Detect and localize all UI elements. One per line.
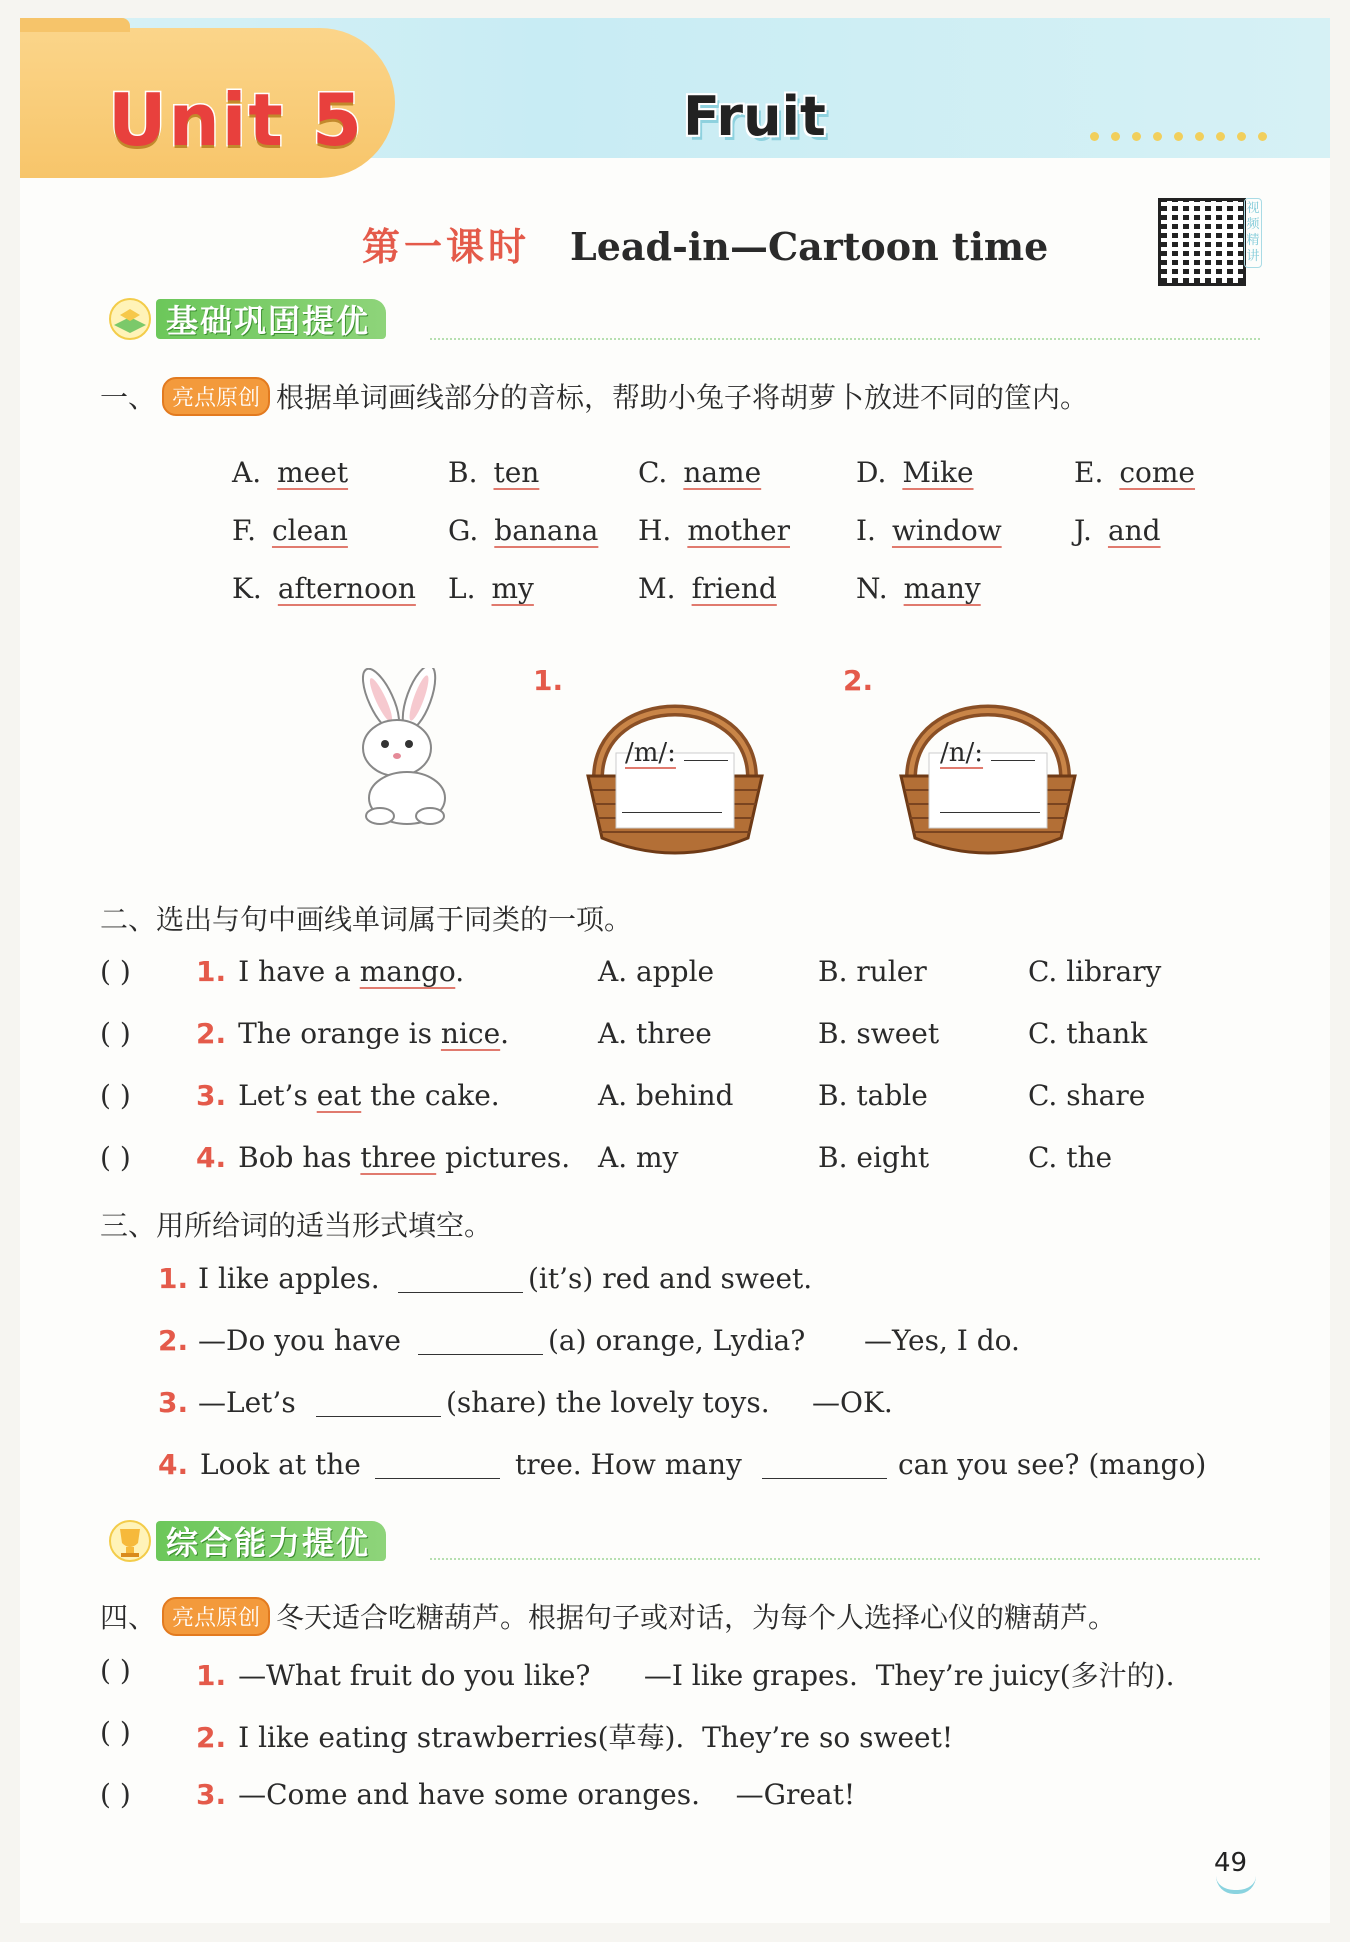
- question-number: 4.: [158, 1448, 189, 1481]
- option-letter: C.: [638, 456, 668, 489]
- question-body: —What fruit do you like? —I like grapes. They’re juicy(多汁的).: [238, 1659, 1175, 1692]
- basket-1-phonetic: /m/:: [625, 738, 728, 768]
- option-letter: E.: [1074, 456, 1104, 489]
- question-number: 1.: [158, 1262, 189, 1295]
- word-option: [856, 514, 1002, 547]
- answer-bracket[interactable]: ( ): [100, 1654, 131, 1687]
- section-banner-basic: [104, 298, 386, 340]
- decorative-dots: [1090, 132, 1267, 141]
- lesson-title: [362, 216, 1048, 271]
- answer-blank[interactable]: [316, 1416, 441, 1417]
- option-word: afternoon: [277, 572, 416, 605]
- word-option: [232, 514, 348, 547]
- option-letter: B.: [448, 456, 478, 489]
- question-number: 1.: [196, 1659, 227, 1692]
- question-number: 1.: [196, 955, 227, 988]
- option-word: clean: [271, 514, 348, 547]
- basket-2-answer-line[interactable]: [940, 812, 1040, 813]
- question-number: 3.: [196, 1778, 227, 1811]
- underlined-word: nice: [440, 1017, 501, 1050]
- question-pre: The orange is: [238, 1017, 441, 1050]
- divider: [430, 338, 1260, 340]
- basket-1-answer-line[interactable]: [622, 812, 722, 813]
- section-2-heading: 二、选出与句中画线单词属于同类的一项。: [100, 903, 633, 936]
- option-a[interactable]: A. my: [598, 1141, 679, 1174]
- sentence-part: can you see? (mango): [898, 1448, 1207, 1481]
- question-body: —Come and have some oranges. —Great!: [238, 1778, 856, 1811]
- option-word: ten: [493, 456, 540, 489]
- question-number: 2.: [196, 1017, 227, 1050]
- option-b[interactable]: B. sweet: [818, 1017, 940, 1050]
- question-number: 2.: [196, 1721, 227, 1754]
- option-letter: A.: [232, 456, 262, 489]
- qr-label: 视频精讲: [1244, 198, 1262, 268]
- sentence-part: (share) the lovely toys.: [446, 1386, 770, 1419]
- answer-bracket[interactable]: ( ): [100, 1778, 131, 1811]
- option-word: many: [903, 572, 981, 605]
- section-banner-advanced: [104, 1520, 386, 1562]
- option-letter: H.: [638, 514, 672, 547]
- option-a[interactable]: A. three: [598, 1017, 712, 1050]
- qr-code-icon[interactable]: [1158, 198, 1246, 286]
- basket-2-phonetic: /n/:: [940, 738, 1035, 768]
- sentence-part: —OK.: [812, 1386, 893, 1419]
- unit-title: Unit 5: [108, 78, 364, 162]
- answer-bracket[interactable]: ( ): [100, 955, 131, 988]
- sentence-part: tree. How many: [515, 1448, 742, 1481]
- option-word: come: [1119, 456, 1196, 489]
- option-letter: J.: [1074, 514, 1092, 547]
- option-word: mother: [687, 514, 790, 547]
- option-letter: I.: [856, 514, 876, 547]
- answer-blank[interactable]: [418, 1354, 543, 1355]
- option-letter: M.: [638, 572, 676, 605]
- underlined-word: eat: [316, 1079, 362, 1112]
- question-number: 3.: [158, 1386, 189, 1419]
- book-icon: [104, 295, 156, 343]
- answer-bracket[interactable]: ( ): [100, 1716, 131, 1749]
- sentence-part: I like apples.: [198, 1262, 380, 1295]
- option-b[interactable]: B. eight: [818, 1141, 930, 1174]
- option-letter: N.: [856, 572, 888, 605]
- word-option: [232, 456, 348, 489]
- question-post: the cake.: [361, 1079, 500, 1112]
- question-post: .: [500, 1017, 510, 1050]
- option-word: window: [891, 514, 1002, 547]
- original-tag: 亮点原创: [162, 377, 270, 416]
- question-text: [196, 1716, 953, 1756]
- original-tag: 亮点原创: [162, 1597, 270, 1636]
- answer-bracket[interactable]: ( ): [100, 1141, 131, 1174]
- underlined-word: mango: [359, 955, 456, 988]
- rabbit-icon: [335, 668, 465, 828]
- sentence-part: —Let’s: [198, 1386, 296, 1419]
- basket-1-number: 1.: [533, 664, 564, 697]
- lesson-number: 第一课时: [362, 224, 531, 269]
- answer-blank[interactable]: [762, 1478, 887, 1479]
- question-post: .: [455, 955, 465, 988]
- option-word: and: [1107, 514, 1161, 547]
- sentence-part: (it’s) red and sweet.: [528, 1262, 813, 1295]
- question-text: [196, 955, 464, 988]
- option-c[interactable]: C. share: [1028, 1079, 1146, 1112]
- topic-title: Fruit: [683, 85, 826, 148]
- question-text: [196, 1654, 1174, 1694]
- section-1-heading: [100, 376, 1088, 416]
- option-letter: K.: [232, 572, 262, 605]
- section-4-number: 四、: [100, 1601, 157, 1634]
- word-option: [856, 456, 974, 489]
- lesson-name: Lead-in—Cartoon time: [570, 224, 1049, 269]
- option-word: friend: [691, 572, 777, 605]
- question-text: [196, 1778, 855, 1811]
- section-3-heading: 三、用所给词的适当形式填空。: [100, 1209, 493, 1242]
- basket-2-number: 2.: [843, 664, 874, 697]
- section-1-number: 一、: [100, 381, 157, 414]
- question-pre: Bob has: [238, 1141, 361, 1174]
- divider: [430, 1558, 1260, 1560]
- word-option: [638, 514, 790, 547]
- option-b[interactable]: B. ruler: [818, 955, 927, 988]
- option-a[interactable]: A. behind: [598, 1079, 734, 1112]
- word-option: [448, 456, 539, 489]
- word-option: [1074, 456, 1195, 489]
- question-text: [196, 1017, 509, 1050]
- option-letter: D.: [856, 456, 887, 489]
- word-option: [638, 456, 761, 489]
- question-number: 2.: [158, 1324, 189, 1357]
- option-b[interactable]: B. table: [818, 1079, 928, 1112]
- sentence-part: —Yes, I do.: [864, 1324, 1020, 1357]
- question-post: pictures.: [436, 1141, 571, 1174]
- section-4-instruction: 冬天适合吃糖葫芦。根据句子或对话，为每个人选择心仪的糖葫芦。: [276, 1601, 1117, 1634]
- word-option: [1074, 514, 1161, 547]
- sentence-part: (a) orange, Lydia?: [548, 1324, 806, 1357]
- banner-label: 基础巩固提优: [156, 299, 386, 339]
- option-word: name: [683, 456, 762, 489]
- option-word: my: [491, 572, 534, 605]
- option-letter: G.: [448, 514, 479, 547]
- section-4-heading: [100, 1596, 1116, 1636]
- option-a[interactable]: A. apple: [598, 955, 715, 988]
- question-body: I like eating strawberries(草莓). They’re so sweet!: [238, 1721, 954, 1754]
- option-c[interactable]: C. the: [1028, 1141, 1113, 1174]
- sentence-part: Look at the: [200, 1448, 361, 1481]
- trophy-icon: [104, 1517, 156, 1565]
- answer-blank[interactable]: [375, 1478, 500, 1479]
- question-text: [196, 1141, 570, 1174]
- word-option: [448, 514, 598, 547]
- option-c[interactable]: C. library: [1028, 955, 1162, 988]
- option-letter: F.: [232, 514, 256, 547]
- word-option: [856, 572, 981, 605]
- question-text: [196, 1079, 500, 1112]
- question-number: 4.: [196, 1141, 227, 1174]
- banner-label: 综合能力提优: [156, 1521, 386, 1561]
- section-1-instruction: 根据单词画线部分的音标，帮助小兔子将胡萝卜放进不同的筐内。: [276, 381, 1089, 414]
- answer-bracket[interactable]: ( ): [100, 1079, 131, 1112]
- option-word: banana: [494, 514, 599, 547]
- question-pre: I have a: [238, 955, 360, 988]
- answer-bracket[interactable]: ( ): [100, 1017, 131, 1050]
- answer-blank[interactable]: [398, 1292, 523, 1293]
- question-pre: Let’s: [238, 1079, 317, 1112]
- option-letter: L.: [448, 572, 476, 605]
- sentence-part: —Do you have: [198, 1324, 401, 1357]
- word-option: [232, 572, 416, 605]
- page-number: 49: [1214, 1848, 1248, 1878]
- option-word: Mike: [902, 456, 974, 489]
- underlined-word: three: [360, 1141, 437, 1174]
- word-option: [448, 572, 534, 605]
- question-number: 3.: [196, 1079, 227, 1112]
- word-option: [638, 572, 777, 605]
- option-word: meet: [277, 456, 349, 489]
- option-c[interactable]: C. thank: [1028, 1017, 1148, 1050]
